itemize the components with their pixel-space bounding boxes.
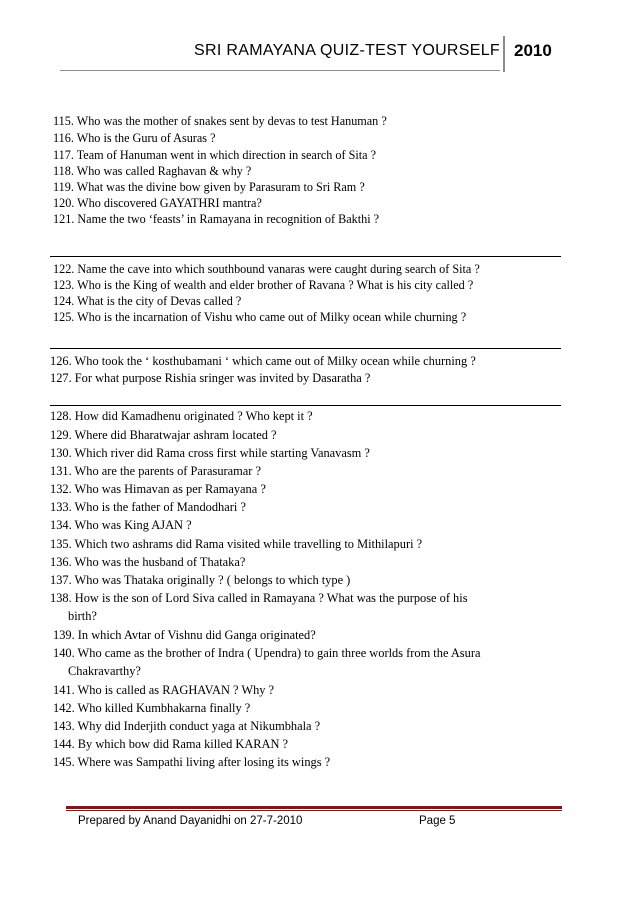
section-divider [50, 405, 561, 406]
question-128: 128. How did Kamadhenu originated ? Who kept it ? [50, 409, 313, 423]
question-124: 124. What is the city of Devas called ? [53, 294, 242, 308]
question-118: 118. Who was called Raghavan & why ? [53, 164, 252, 178]
question-135: 135. Which two ashrams did Rama visited while travelling to Mithilapuri ? [50, 537, 423, 551]
section-divider [50, 348, 561, 349]
question-119: 119. What was the divine bow given by Parasuram to Sri Ram ? [53, 180, 365, 194]
question-140: 140. Who came as the brother of Indra ( Upendra) to gain three worlds from the Asura [53, 646, 481, 660]
section-divider [50, 256, 561, 257]
question-116: 116. Who is the Guru of Asuras ? [53, 131, 216, 145]
question-143: 143. Why did Inderjith conduct yaga at Nikumbhala ? [53, 719, 321, 733]
question-133: 133. Who is the father of Mandodhari ? [50, 500, 246, 514]
question-126: 126. Who took the ‘ kosthubamani ‘ which came out of Milky ocean while churning ? [50, 354, 476, 368]
question-127: 127. For what purpose Rishia sringer was invited by Dasaratha ? [50, 371, 371, 385]
question-132: 132. Who was Himavan as per Ramayana ? [50, 482, 266, 496]
footer-rule [66, 806, 562, 809]
footer-prepared-by: Prepared by Anand Dayanidhi on 27-7-2010 [78, 815, 303, 827]
header-year: 2010 [514, 41, 552, 60]
question-142: 142. Who killed Kumbhakarna finally ? [53, 701, 251, 715]
question-120: 120. Who discovered GAYATHRI mantra? [53, 196, 262, 210]
question-145: 145. Where was Sampathi living after losing its wings ? [53, 755, 331, 769]
question-123: 123. Who is the King of wealth and elder brother of Ravana ? What is his city called ? [53, 278, 474, 292]
footer-rule-thin [66, 810, 562, 811]
question-117: 117. Team of Hanuman went in which direction in search of Sita ? [53, 148, 377, 162]
question-115: 115. Who was the mother of snakes sent by devas to test Hanuman ? [53, 114, 387, 128]
question-130: 130. Which river did Rama cross first while starting Vanavasm ? [50, 446, 370, 460]
question-122: 122. Name the cave into which southbound vanaras were caught during search of Sita ? [53, 262, 480, 276]
question-136: 136. Who was the husband of Thataka? [50, 555, 246, 569]
footer-page-number: Page 5 [419, 815, 456, 827]
question-144: 144. By which bow did Rama killed KARAN ? [53, 737, 289, 751]
page-header [0, 40, 638, 70]
question-131: 131. Who are the parents of Parasuramar ? [50, 464, 262, 478]
question-125: 125. Who is the incarnation of Vishu who came out of Milky ocean while churning ? [53, 310, 467, 324]
header-rule [60, 70, 500, 71]
header-divider [503, 36, 505, 72]
header-title: SRI RAMAYANA QUIZ-TEST YOURSELF [194, 42, 500, 59]
question-137: 137. Who was Thataka originally ? ( belongs to which type ) [50, 573, 351, 587]
question-138-continued: birth? [68, 609, 97, 623]
question-139: 139. In which Avtar of Vishnu did Ganga originated? [53, 628, 316, 642]
question-121: 121. Name the two ‘feasts’ in Ramayana in recognition of Bakthi ? [53, 212, 380, 226]
question-134: 134. Who was King AJAN ? [50, 518, 192, 532]
question-138: 138. How is the son of Lord Siva called in Ramayana ? What was the purpose of his [50, 591, 468, 605]
question-141: 141. Who is called as RAGHAVAN ? Why ? [53, 683, 275, 697]
question-140-continued: Chakravarthy? [68, 664, 141, 678]
question-129: 129. Where did Bharatwajar ashram located ? [50, 428, 277, 442]
